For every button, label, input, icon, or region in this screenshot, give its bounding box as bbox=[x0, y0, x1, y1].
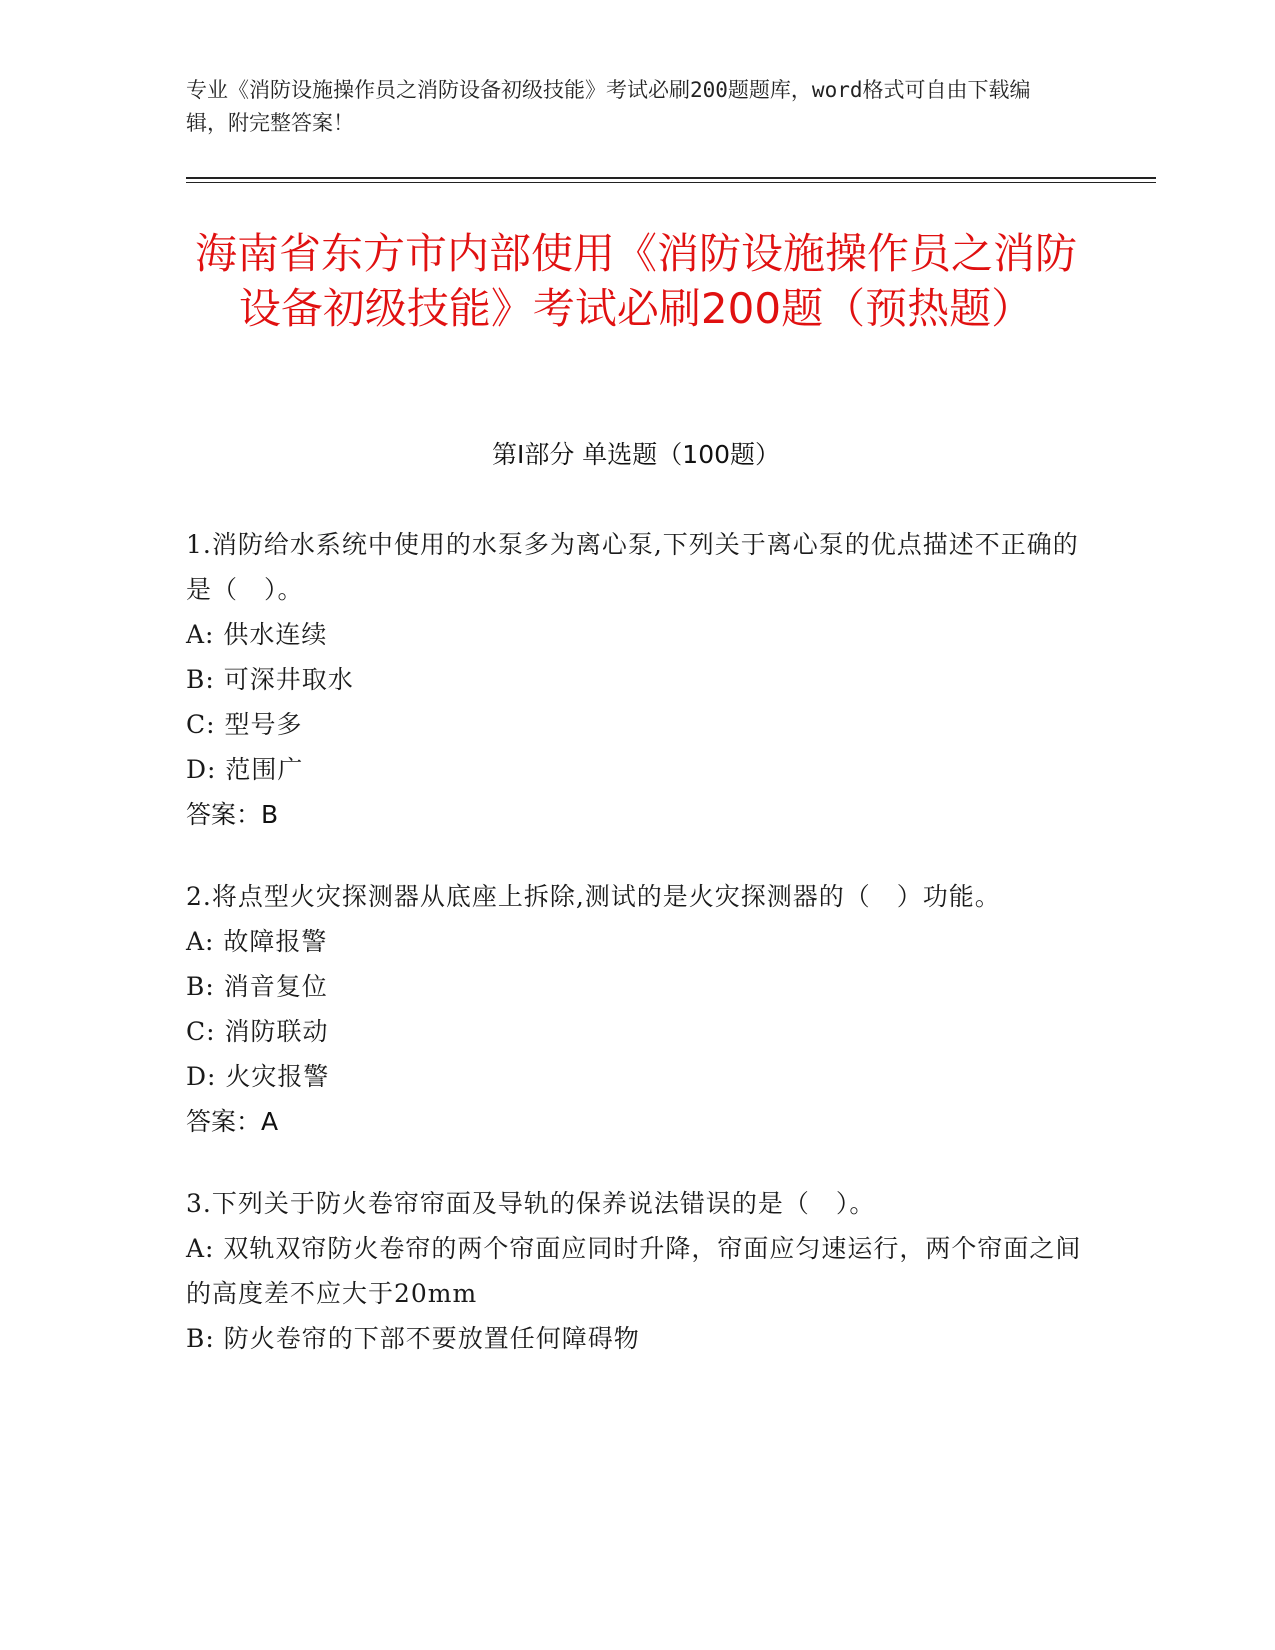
option-a: A: 双轨双帘防火卷帘的两个帘面应同时升降，帘面应匀速运行，两个帘面之间的高度差不应大于20mm bbox=[186, 1234, 1082, 1308]
option-d: D: 范围广 bbox=[186, 755, 304, 784]
option-a: A: 故障报警 bbox=[186, 927, 328, 956]
question-1 bbox=[186, 522, 1086, 837]
answer: 答案：B bbox=[186, 800, 279, 829]
question-stem: 2.将点型火灾探测器从底座上拆除,测试的是火灾探测器的（ ）功能。 bbox=[186, 882, 1001, 911]
option-b: B: 消音复位 bbox=[186, 972, 328, 1001]
header-note: 专业《消防设施操作员之消防设备初级技能》考试必刷200题题库，word格式可自由下载编辑，附完整答案！ bbox=[186, 78, 1031, 135]
option-b: B: 可深井取水 bbox=[186, 665, 354, 694]
question-list bbox=[186, 522, 1086, 1398]
question-stem: 3.下列关于防火卷帘帘面及导轨的保养说法错误的是（ ）。 bbox=[186, 1189, 876, 1218]
option-c: C: 消防联动 bbox=[186, 1017, 329, 1046]
header-divider-thick bbox=[186, 177, 1156, 179]
header-divider-thin bbox=[186, 182, 1156, 183]
question-3 bbox=[186, 1181, 1086, 1361]
answer: 答案：A bbox=[186, 1107, 279, 1136]
option-b: B: 防火卷帘的下部不要放置任何障碍物 bbox=[186, 1324, 640, 1353]
option-d: D: 火灾报警 bbox=[186, 1062, 330, 1091]
question-stem: 1.消防给水系统中使用的水泵多为离心泵,下列关于离心泵的优点描述不正确的是（ ）。 bbox=[186, 530, 1079, 604]
question-2 bbox=[186, 874, 1086, 1144]
option-a: A: 供水连续 bbox=[186, 620, 328, 649]
document-title: 海南省东方市内部使用《消防设施操作员之消防设备初级技能》考试必刷200题（预热题） bbox=[194, 229, 1077, 333]
option-c: C: 型号多 bbox=[186, 710, 303, 739]
section-heading: 第Ⅰ部分 单选题（100题） bbox=[491, 440, 781, 469]
